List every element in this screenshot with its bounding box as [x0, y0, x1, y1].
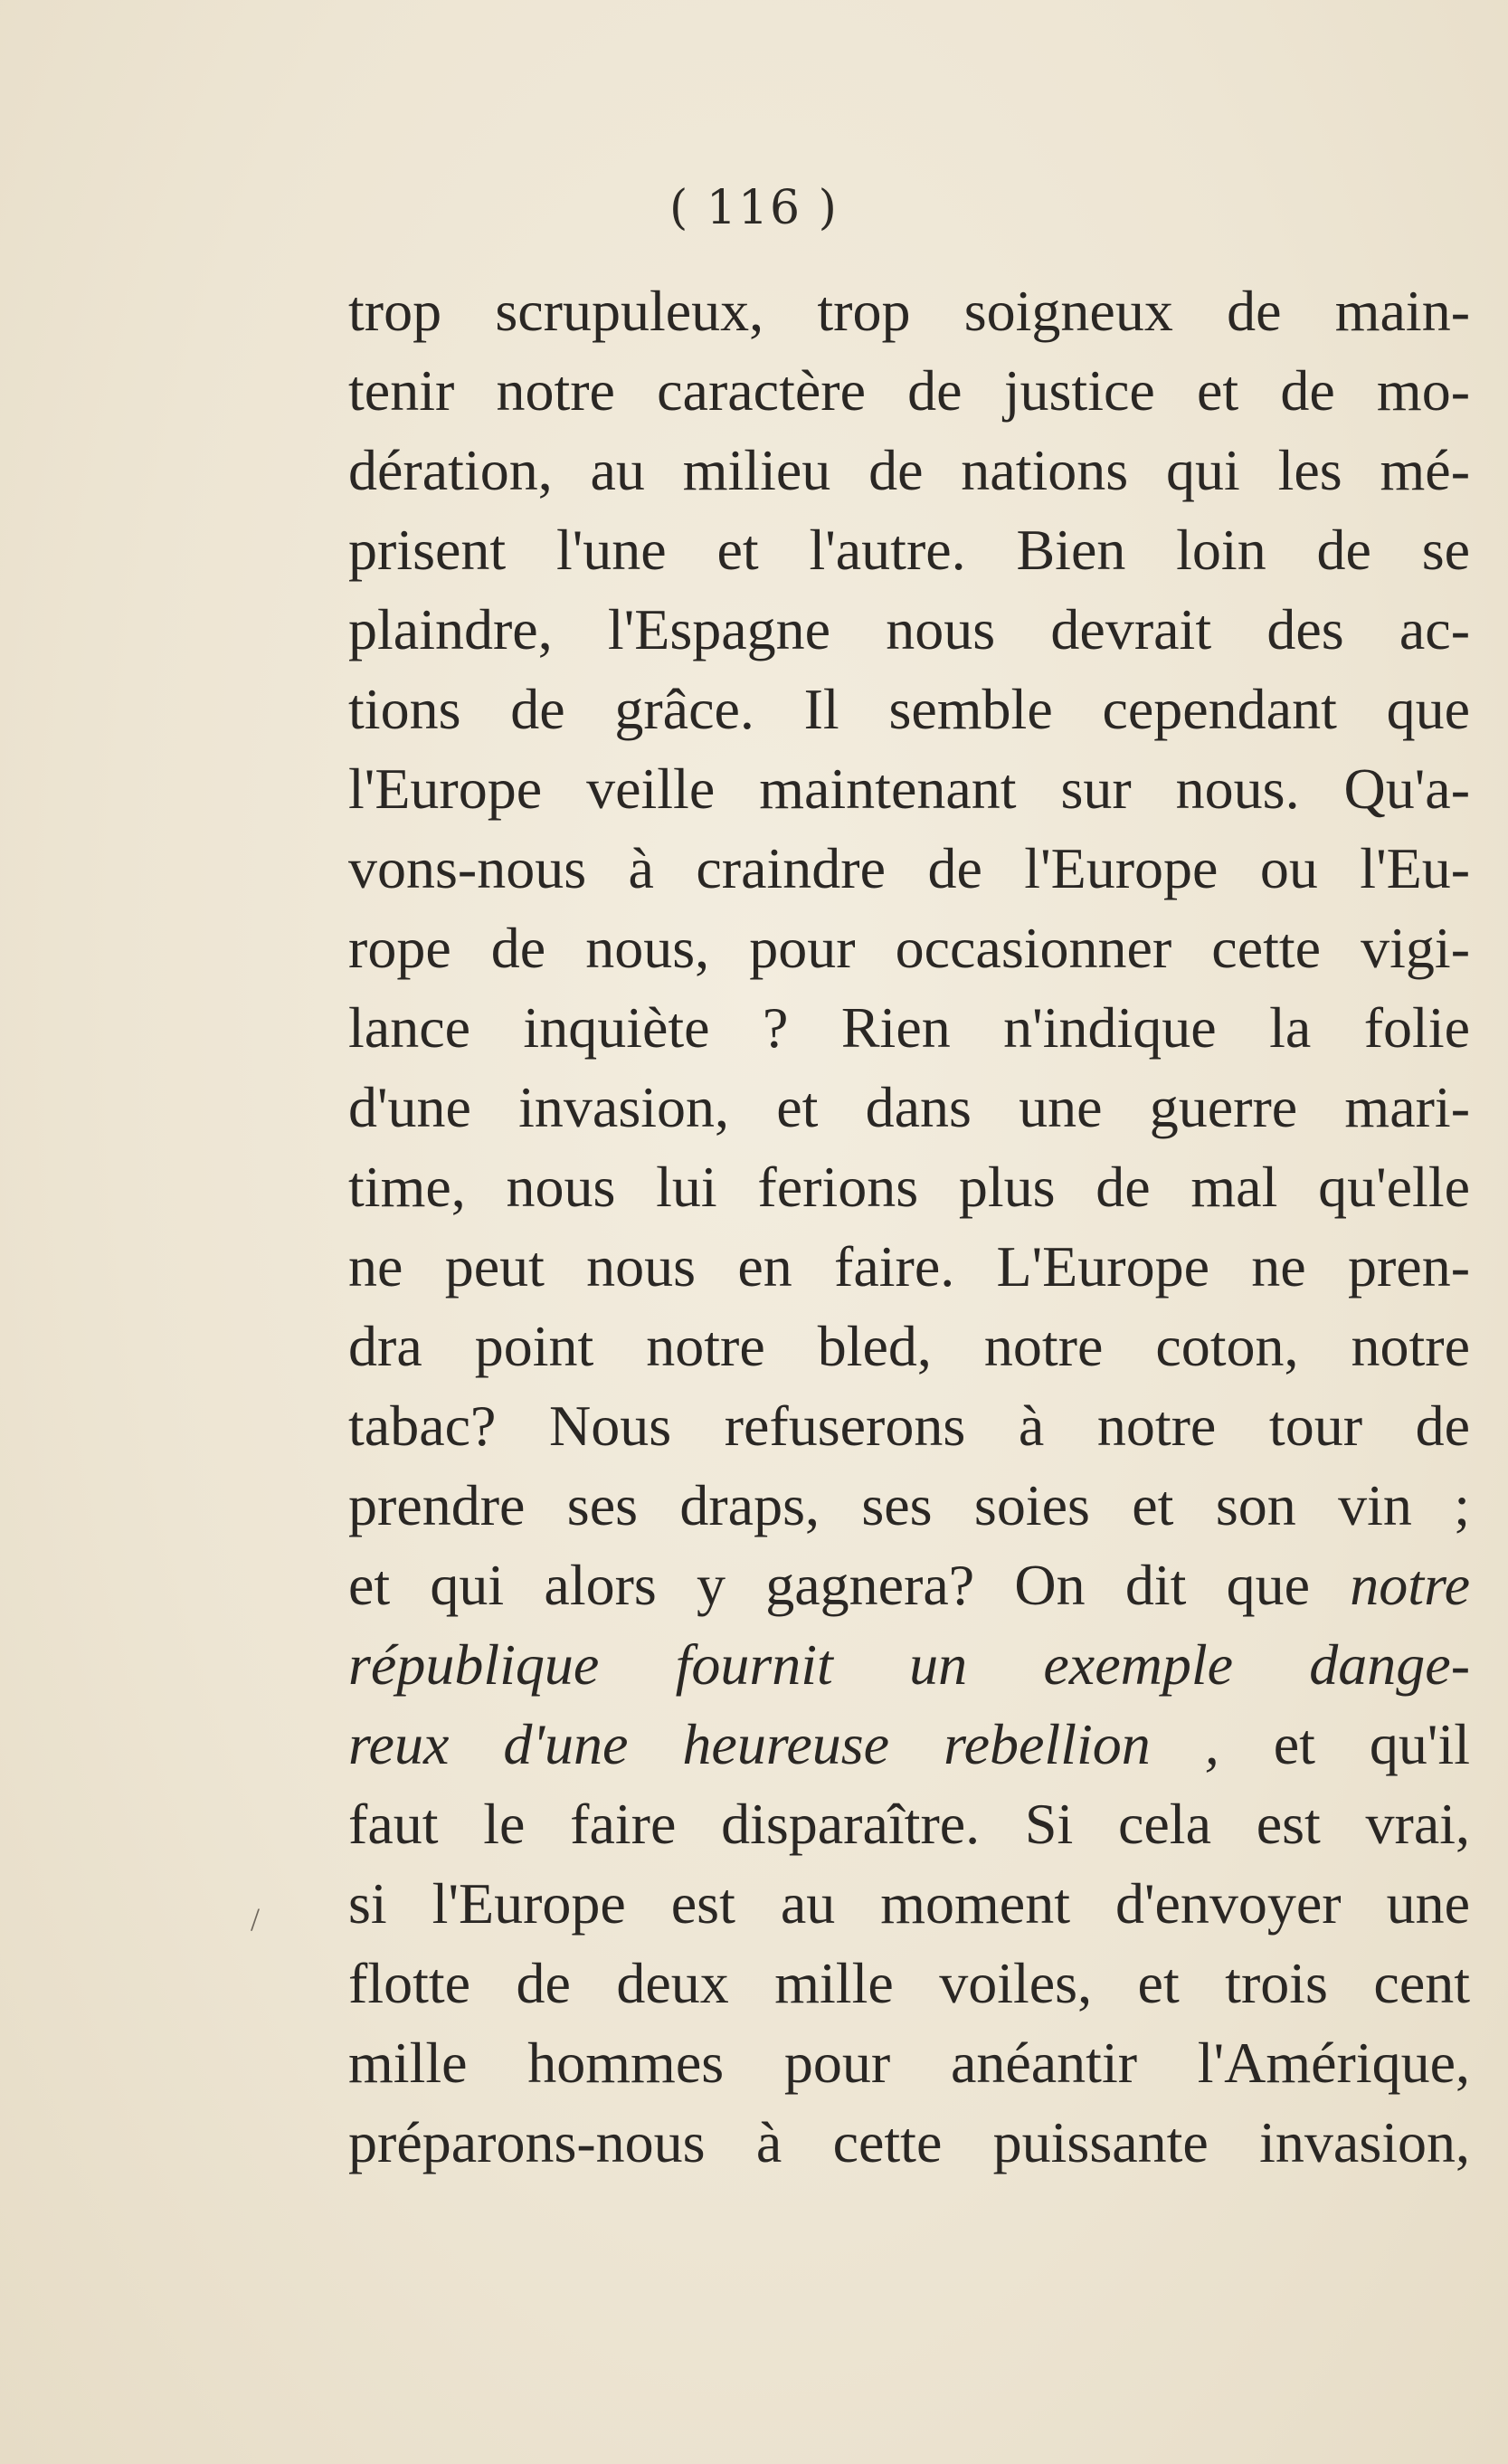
text-line-1: trop scrupuleux, trop soigneux de main-: [348, 279, 1470, 343]
text-line-22: flotte de deux mille voiles, et trois cent: [348, 1951, 1470, 2015]
text-line-17-italic: notre: [1350, 1553, 1470, 1617]
text-line-17: [348, 1546, 1470, 1625]
text-line-23: mille hommes pour anéantir l'Amérique,: [348, 2031, 1470, 2095]
text-line-24: préparons-nous à cette puissante invasion,: [348, 2110, 1470, 2174]
text-line-15: tabac? Nous refuserons à notre tour de: [348, 1394, 1470, 1458]
text-line-19-italic: reux d'une heureuse rebellion ,: [348, 1712, 1219, 1776]
text-line-19: [348, 1705, 1470, 1784]
text-line-5: plaindre, l'Espagne nous devrait des ac-: [348, 597, 1470, 661]
text-line-19-roman: et qu'il: [1219, 1712, 1470, 1776]
text-line-2: tenir notre caractère de justice et de mo-: [348, 358, 1470, 423]
text-line-11: d'une invasion, et dans une guerre mari-: [348, 1075, 1470, 1139]
text-line-7: l'Europe veille maintenant sur nous. Qu'a-: [348, 756, 1470, 821]
page-number: ( 116 ): [669, 181, 839, 235]
text-line-4: prisent l'une et l'autre. Bien loin de se: [348, 518, 1470, 582]
text-line-14: dra point notre bled, notre coton, notre: [348, 1314, 1470, 1378]
body-text: [348, 271, 1470, 2183]
text-line-18: [348, 1625, 1470, 1705]
text-line-21: si l'Europe est au moment d'envoyer une: [348, 1871, 1470, 1936]
text-line-10: lance inquiète ? Rien n'indique la folie: [348, 995, 1470, 1060]
text-line-3: dération, au milieu de nations qui les mé-: [348, 438, 1470, 502]
text-line-20: faut le faire disparaître. Si cela est vrai,: [348, 1792, 1470, 1856]
text-line-9: rope de nous, pour occasionner cette vigi-: [348, 916, 1470, 980]
text-line-13: ne peut nous en faire. L'Europe ne pren-: [348, 1234, 1470, 1299]
text-line-18-italic: république fournit un exemple dange-: [348, 1632, 1470, 1697]
text-line-17-roman: et qui alors y gagnera? On dit que: [348, 1553, 1351, 1617]
text-line-12: time, nous lui ferions plus de mal qu'elle: [348, 1155, 1470, 1219]
margin-mark: /: [251, 1901, 261, 1937]
text-line-8: vons-nous à craindre de l'Europe ou l'Eu-: [348, 836, 1470, 900]
text-line-6: tions de grâce. Il semble cependant que: [348, 677, 1470, 741]
text-line-16: prendre ses draps, ses soies et son vin ;: [348, 1473, 1470, 1537]
